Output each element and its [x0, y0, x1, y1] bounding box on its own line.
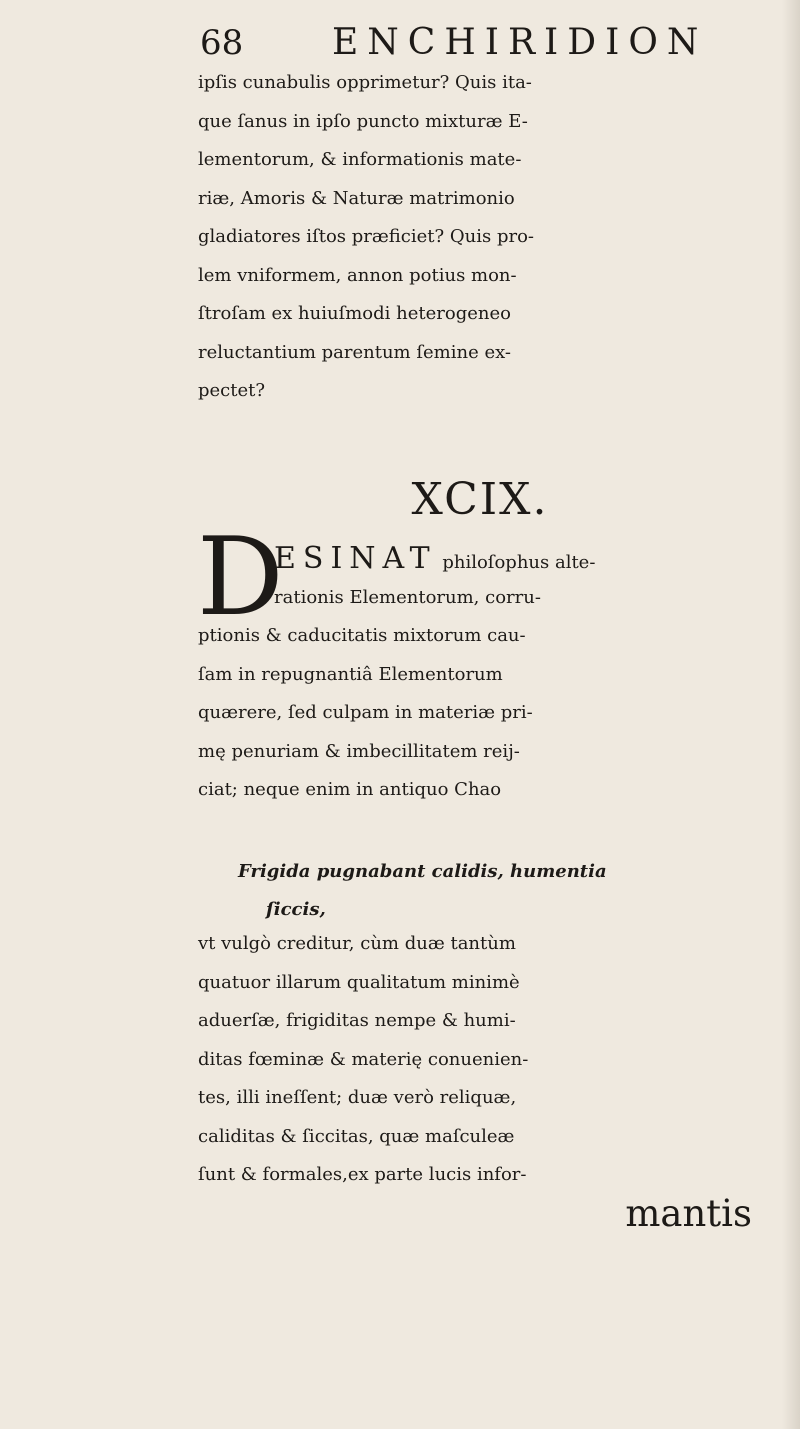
text-line: lementorum, & informationis mate-: [198, 149, 522, 170]
text-line: ſam in repugnantiâ Elementorum: [198, 663, 503, 685]
quotation-line: ſiccis,: [266, 899, 326, 920]
chapter-numeral: XCIX.: [411, 474, 549, 525]
text-line: rationis Elementorum, corru-: [274, 586, 541, 608]
verse-quotation: [238, 853, 778, 929]
paragraph-2: [198, 540, 778, 810]
paragraph-1: [198, 64, 778, 411]
paragraph-3: [198, 925, 778, 1233]
text-line: riæ, Amoris & Naturæ matrimonio: [198, 187, 515, 209]
text-line: quatuor illarum qualitatum minimè: [198, 971, 520, 993]
text-line: tes, illi ineſſent; duæ verò reliquæ,: [198, 1087, 517, 1108]
page-edge-shadow: [782, 0, 800, 1429]
page-number: 68: [200, 23, 244, 63]
first-line: [198, 540, 778, 579]
catchword: mantis: [625, 1191, 752, 1235]
text-line: ptionis & caducitatis mixtorum cau-: [198, 625, 526, 646]
text-line: ipſis cunabulis opprimetur? Quis ita-: [198, 72, 532, 93]
text-line: ciat; neque enim in antiquo Chao: [198, 779, 502, 800]
text-line: gladiatores iſtos præficiet? Quis pro-: [198, 226, 535, 247]
text-line: vt vulgò creditur, cùm duæ tantùm: [198, 933, 516, 954]
text-line: ditas fœminæ & materię conuenien-: [198, 1048, 529, 1070]
text-line: reluctantium parentum ſemine ex-: [198, 341, 512, 363]
page-header: [200, 18, 760, 68]
text-line: aduerſæ, frigiditas nempe & humi-: [198, 1010, 516, 1031]
text-line: quærere, ſed culpam in materiæ pri-: [198, 702, 533, 723]
text-line: lem vniformem, annon potius mon-: [198, 264, 517, 286]
text-line: caliditas & ſiccitas, quæ maſculeæ: [198, 1125, 515, 1147]
running-title: ENCHIRIDION: [332, 22, 708, 63]
text-line: ſtroſam ex huiuſmodi heterogeneo: [198, 303, 511, 324]
drop-cap: D: [197, 515, 284, 640]
opening-smallcaps: ESINAT: [274, 541, 437, 576]
text-line: pectet?: [198, 380, 266, 401]
first-line-rest: philoſophus alte-: [442, 552, 596, 573]
text-line: ſunt & formales,ex parte lucis infor-: [198, 1164, 527, 1185]
quotation-line: Frigida pugnabant calidis, humentia: [238, 861, 607, 882]
text-line: mę penuriam & imbecillitatem reij-: [198, 740, 520, 762]
text-line: que ſanus in ipſo puncto mixturæ E-: [198, 110, 528, 132]
